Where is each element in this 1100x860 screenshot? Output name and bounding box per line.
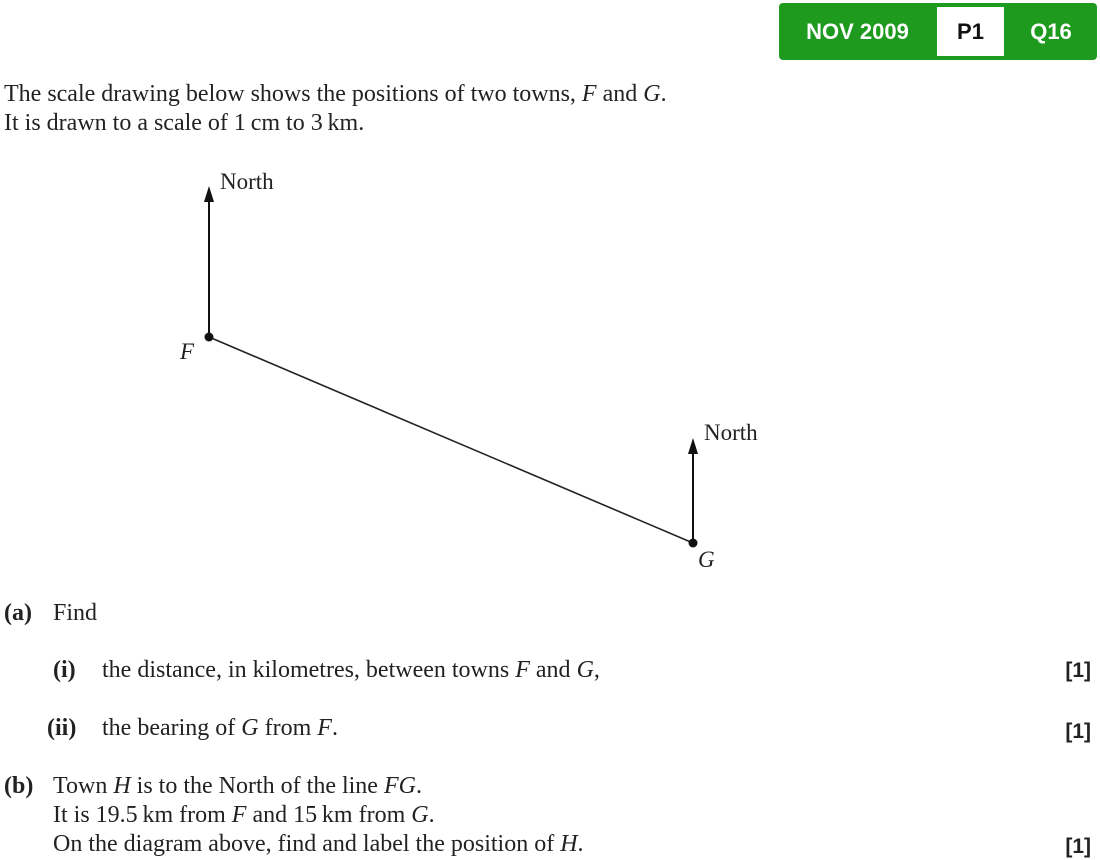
north-arrow-f-head	[204, 186, 214, 202]
part-b-label: (b)	[4, 773, 34, 799]
part-a-ii-label: (ii)	[47, 715, 77, 741]
part-b-marks: [1]	[1065, 835, 1091, 858]
intro-line-1: The scale drawing below shows the positions of two towns, F and G.	[4, 81, 667, 107]
paper-number: P1	[937, 7, 1004, 56]
north-label-f: North	[220, 169, 274, 194]
intro-line-2: It is drawn to a scale of 1 cm to 3 km.	[4, 110, 365, 136]
town-f-point	[205, 333, 214, 342]
north-arrow-g-head	[688, 438, 698, 454]
part-b-line-1: Town H is to the North of the line FG.	[53, 773, 422, 799]
question-number: Q16	[1030, 19, 1072, 44]
part-a-ii-marks: [1]	[1065, 720, 1091, 743]
part-b-line-2: It is 19.5 km from F and 15 km from G.	[53, 802, 435, 828]
line-fg	[209, 337, 693, 543]
exam-date: NOV 2009	[806, 19, 909, 44]
part-a-label: (a)	[4, 600, 32, 626]
part-a-i-text: the distance, in kilometres, between towns F and G,	[102, 657, 600, 683]
part-a-ii-text: the bearing of G from F.	[102, 715, 338, 741]
part-a-i-marks: [1]	[1065, 659, 1091, 682]
part-a-i-label: (i)	[53, 657, 76, 683]
town-g-label: G	[698, 547, 715, 572]
town-f-label: F	[180, 339, 195, 364]
north-label-g: North	[704, 420, 758, 445]
part-b-line-3: On the diagram above, find and label the position of H.	[53, 831, 584, 857]
part-a-text: Find	[53, 600, 98, 626]
town-g-point	[689, 539, 698, 548]
